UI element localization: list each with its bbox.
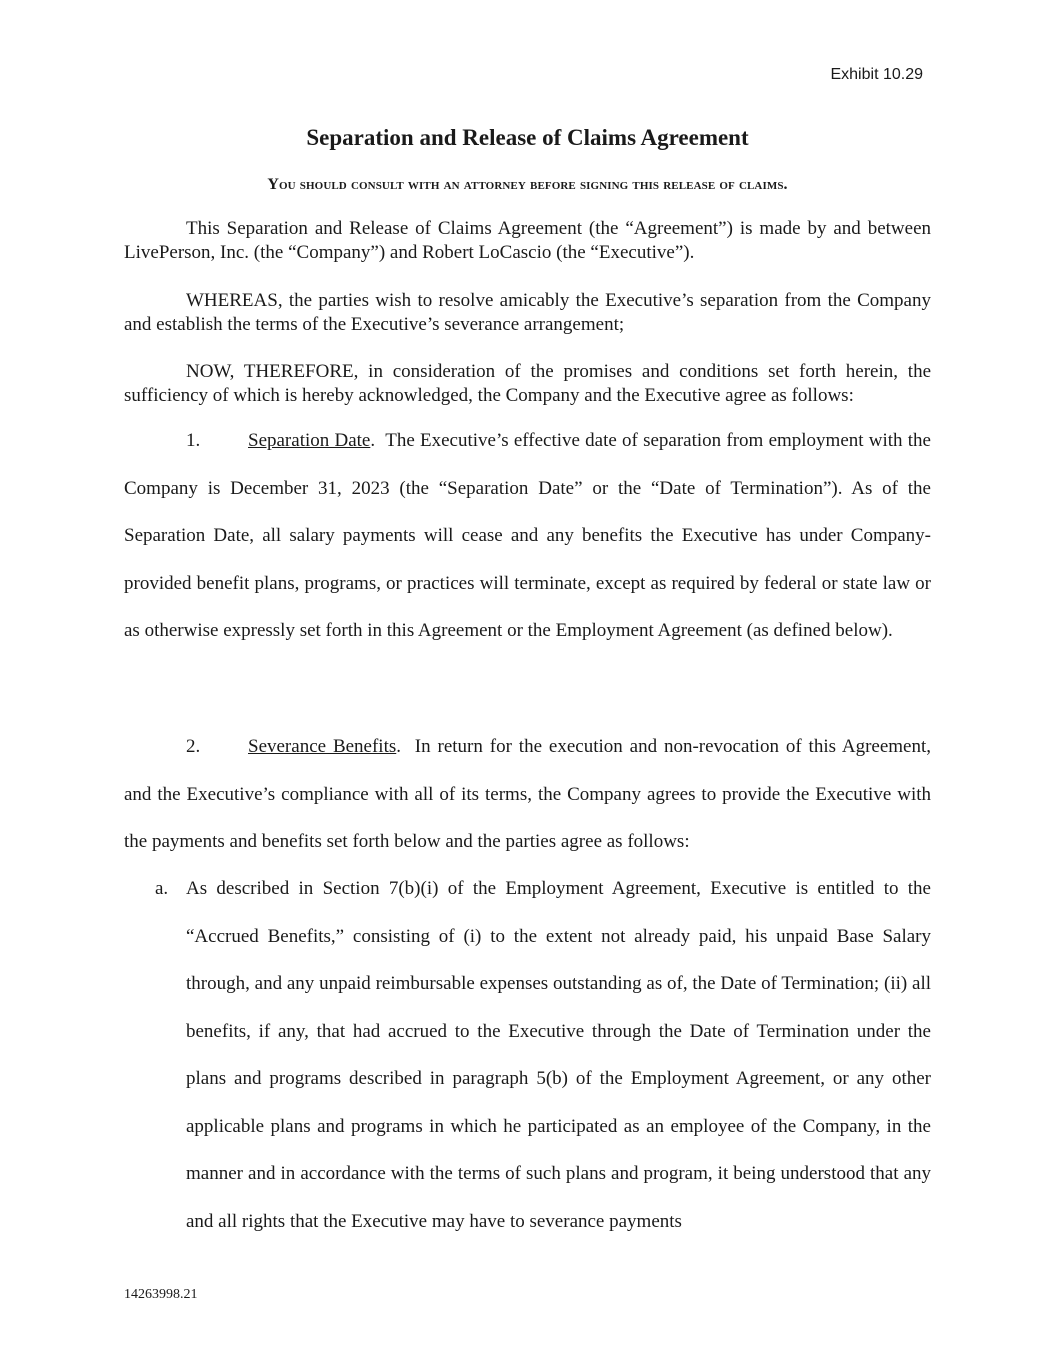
document-footer-id: 14263998.21	[124, 1287, 198, 1302]
sub-item-text: As described in Section 7(b)(i) of the Employment Agreement, Executive is entitled to the “Accrued Benefits,” consisting of (i) to the extent not already paid, his unpaid Base Salary through, and any unpaid reimbursable expenses outstanding as of, the Date of Termination; (ii) all benefits, if any, that had accrued to the Executive through the Date of Termination under the plans and programs described in paragraph 5(b) of the Employment Agreement, or any other applicable plans and programs in which he participated as an employee of the Company, in the manner and in accordance with the terms of such plans and program, it being understood that any and all rights that the Executive may have to severance payments	[186, 878, 931, 1232]
sub-item-marker: a.	[155, 878, 169, 899]
section-body: In return for the execution and non-revocation of this Agreement, and the Executive’s compliance with all of its terms, the Company agrees to provide the Executive with the payments and benefits set forth below and the parties agree as follows:	[124, 736, 932, 852]
section-separation-date	[124, 417, 931, 655]
section-body: The Executive’s effective date of separation from employment with the Company is December 31, 2023 (the “Separation Date” or the “Date of Termination”). As of the Separation Date, all salary payments will cease and any benefits the Executive has under Company-provided benefit plans, programs, or practices will terminate, except as required by federal or state law or as otherwise expressly set forth in this Agreement or the Employment Agreement (as defined below).	[124, 430, 931, 641]
document-title: Separation and Release of Claims Agreement	[306, 125, 749, 150]
section-number: 1.	[186, 430, 201, 451]
section-heading-punct: .	[396, 736, 402, 757]
now-therefore-paragraph: NOW, THEREFORE, in consideration of the promises and conditions set forth herein, the sufficiency of which is hereby acknowledged, the Company and the Executive agree as follows:	[124, 361, 931, 406]
section-heading: Severance Benefits	[248, 736, 397, 757]
section-heading: Separation Date	[248, 430, 371, 451]
attorney-warning: You should consult with an attorney before signing this release of claims.	[267, 176, 788, 193]
intro-paragraph: This Separation and Release of Claims Agreement (the “Agreement”) is made by and between LivePerson, Inc. (the “Company”) and Robert LoCascio (the “Executive”).	[124, 218, 931, 263]
sub-item-a	[155, 865, 931, 1245]
section-heading-punct: .	[370, 430, 376, 451]
whereas-paragraph: WHEREAS, the parties wish to resolve amicably the Executive’s separation from the Company and establish the terms of the Executive’s severance arrangement;	[124, 290, 931, 335]
section-severance-benefits	[124, 723, 931, 866]
section-number: 2.	[186, 736, 201, 757]
exhibit-label: Exhibit 10.29	[830, 66, 923, 83]
